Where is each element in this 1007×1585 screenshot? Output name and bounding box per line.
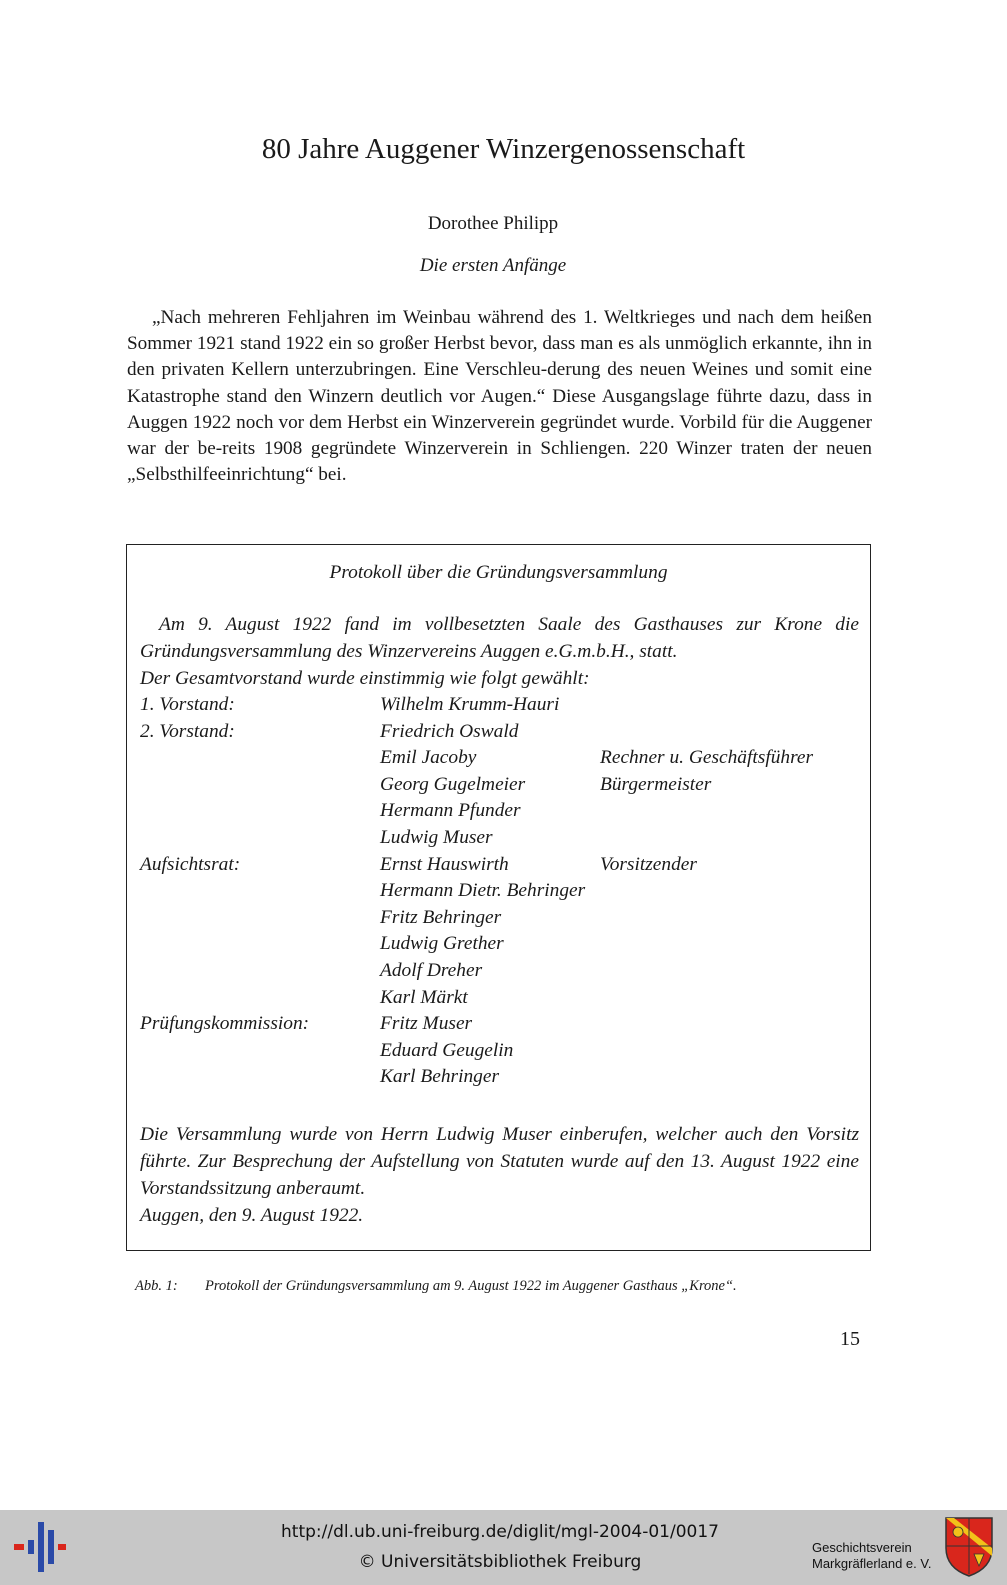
roster-name: Wilhelm Krumm-Hauri: [380, 694, 560, 715]
society-name-line-1: Geschichtsverein: [812, 1540, 912, 1555]
roster-role: 2. Vorstand:: [140, 720, 235, 742]
protocol-election-note: Der Gesamtvorstand wurde einstimmig wie folgt gewählt:: [140, 668, 590, 689]
roster-row: [140, 1064, 859, 1091]
figure-caption: [135, 1277, 875, 1295]
footer-copyright: © Universitätsbibliothek Freiburg: [358, 1552, 642, 1572]
roster-row: [140, 852, 859, 879]
page-number: 15: [840, 1328, 860, 1350]
roster-row: [140, 958, 859, 985]
roster-row: [140, 692, 859, 719]
footer-bar: [0, 1510, 1007, 1585]
roster-row: [140, 878, 859, 905]
roster-name: Friedrich Oswald: [380, 720, 519, 742]
intro-paragraph: „Nach mehreren Fehljahren im Weinbau während des 1. Weltkrieges und nach dem heißen Sommer 1921 stand 1922 ein so großer Herbst bevor, dass man es als unmöglich erkannte, ihn in den privaten Kellern unterzubringen. Eine Verschleu-derung des neuen Weines und somit eine Katastrophe stand den Winzern deutlich vor Augen.“ Diese Ausgangslage führte dazu, dass in Auggen 1922 noch vor dem Herbst ein Winzerverein gegründet wurde. Vorbild für die Auggener war der be-reits 1908 gegründete Winzerverein in Schliengen. 220 Winzer traten der neuen „Selbsthilfeeinrichtung“ bei.: [127, 307, 872, 486]
society-name-line-2: Markgräflerland e. V.: [812, 1556, 932, 1571]
caption-text: Protokoll der Gründungsversammlung am 9. August 1922 im Auggener Gasthaus „Krone“.: [205, 1278, 737, 1294]
roster-row: [140, 745, 859, 772]
board-roster: [140, 692, 859, 1091]
roster-role: Aufsichtsrat:: [140, 853, 241, 875]
roster-name: Fritz Muser: [380, 1013, 473, 1035]
roster-name: Hermann Pfunder: [380, 800, 521, 822]
footer-url-link[interactable]: http://dl.ub.uni-freiburg.de/diglit/mgl-2004-01/0017: [281, 1522, 719, 1542]
roster-row: [140, 825, 859, 852]
roster-function: Bürgermeister: [600, 773, 712, 795]
protocol-title: Protokoll über die Gründungsversammlung: [329, 562, 668, 583]
roster-role: Prüfungskommission:: [140, 1013, 310, 1035]
coat-of-arms-icon: [944, 1516, 994, 1578]
roster-row: [140, 798, 859, 825]
roster-name: Fritz Behringer: [380, 906, 502, 928]
author: Dorothee Philipp: [427, 213, 559, 234]
roster-function: Rechner u. Geschäftsführer: [600, 747, 814, 769]
roster-name: Eduard Geugelin: [380, 1039, 514, 1061]
roster-name: Ernst Hauswirth: [380, 853, 509, 875]
ub-freiburg-logo-icon[interactable]: [14, 1522, 66, 1572]
roster-name: Emil Jacoby: [380, 747, 477, 769]
roster-name: Hermann Dietr. Behringer: [380, 880, 586, 902]
roster-row: [140, 772, 859, 799]
roster-name: Karl Märkt: [380, 986, 468, 1008]
protocol-date-place: Auggen, den 9. August 1922.: [140, 1205, 364, 1226]
roster-row: [140, 1011, 859, 1038]
protocol-box: [126, 544, 871, 1251]
protocol-opening: Am 9. August 1922 fand im vollbesetzten Saale des Gasthauses zur Krone die Gründungsversammlung des Winzervereins Auggen e.G.m.b.H., statt.: [140, 614, 859, 662]
roster-name: Georg Gugelmeier: [380, 773, 526, 795]
roster-row: [140, 719, 859, 746]
protocol-paragraph: [140, 611, 859, 692]
roster-name: Ludwig Muser: [380, 826, 493, 848]
page-title: 80 Jahre Auggener Winzergenossenschaft: [261, 133, 746, 165]
roster-function: Vorsitzender: [600, 853, 697, 875]
section-heading: Die ersten Anfänge: [419, 255, 567, 276]
roster-role: 1. Vorstand:: [140, 694, 235, 715]
roster-name: Karl Behringer: [380, 1066, 500, 1088]
roster-row: [140, 905, 859, 932]
caption-label: Abb. 1:: [135, 1278, 178, 1294]
protocol-closing-paragraph: Die Versammlung wurde von Herrn Ludwig Muser einberufen, welcher auch den Vorsitz führte. Zur Besprechung der Aufstellung von Statuten wurde auf den 13. August 1922 eine Vorstandssitzung anberaumt.: [140, 1124, 859, 1199]
roster-row: [140, 1038, 859, 1065]
roster-name: Ludwig Grether: [380, 933, 504, 955]
roster-row: [140, 985, 859, 1012]
society-name: [812, 1540, 947, 1572]
roster-name: Adolf Dreher: [380, 959, 483, 981]
roster-row: [140, 931, 859, 958]
